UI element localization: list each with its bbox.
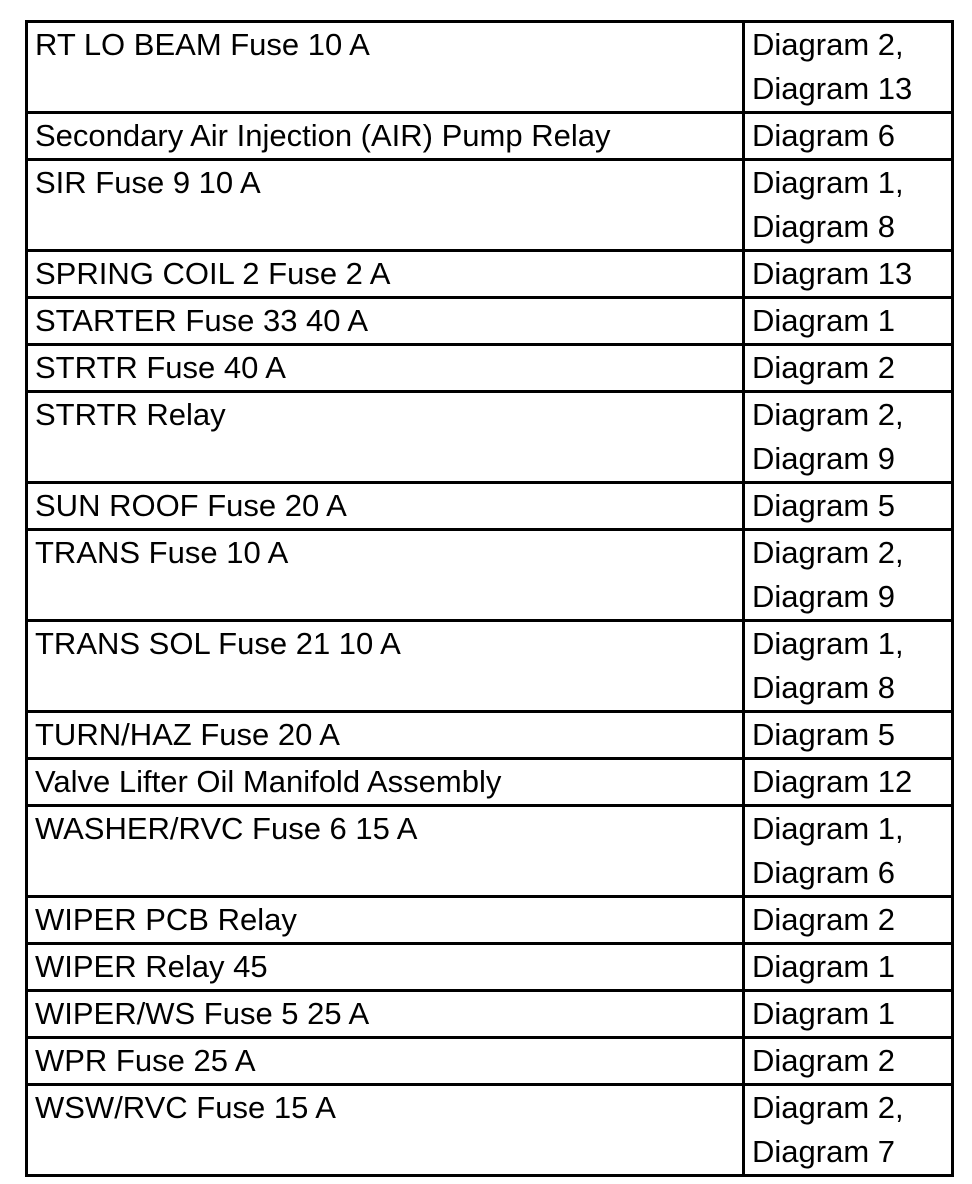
table-row <box>27 897 953 944</box>
diagram-reference: Diagram 12 <box>752 764 913 799</box>
table-row <box>27 806 953 897</box>
component-name-cell: SIR Fuse 9 10 A <box>27 160 744 251</box>
table-row <box>27 944 953 991</box>
diagram-reference: Diagram 6 <box>752 118 895 153</box>
diagram-reference: Diagram 1, <box>752 626 904 661</box>
diagram-reference-cell <box>744 530 953 621</box>
component-name-cell: STRTR Fuse 40 A <box>27 345 744 392</box>
diagram-reference-cell <box>744 712 953 759</box>
diagram-reference: Diagram 1, <box>752 811 904 846</box>
component-name-cell: Valve Lifter Oil Manifold Assembly <box>27 759 744 806</box>
table-row <box>27 251 953 298</box>
diagram-reference: Diagram 13 <box>752 71 913 106</box>
diagram-reference-cell <box>744 759 953 806</box>
diagram-reference-cell <box>744 897 953 944</box>
diagram-reference-cell <box>744 621 953 712</box>
diagram-reference: Diagram 2 <box>752 350 895 385</box>
table-row <box>27 621 953 712</box>
table-row <box>27 483 953 530</box>
component-name-cell: WASHER/RVC Fuse 6 15 A <box>27 806 744 897</box>
component-name-cell: WIPER PCB Relay <box>27 897 744 944</box>
table-row <box>27 759 953 806</box>
diagram-reference: Diagram 2, <box>752 27 904 62</box>
diagram-reference: Diagram 8 <box>752 670 895 705</box>
diagram-reference: Diagram 5 <box>752 488 895 523</box>
component-diagram-index-table <box>25 20 954 1177</box>
diagram-reference-cell <box>744 392 953 483</box>
table-row <box>27 113 953 160</box>
diagram-reference: Diagram 9 <box>752 441 895 476</box>
component-name-cell: WSW/RVC Fuse 15 A <box>27 1085 744 1176</box>
diagram-reference: Diagram 2, <box>752 1090 904 1125</box>
diagram-reference: Diagram 7 <box>752 1134 895 1169</box>
table-row <box>27 345 953 392</box>
table-row <box>27 991 953 1038</box>
diagram-reference: Diagram 1 <box>752 949 895 984</box>
diagram-reference-cell <box>744 160 953 251</box>
diagram-reference-cell <box>744 806 953 897</box>
component-name-cell: TRANS SOL Fuse 21 10 A <box>27 621 744 712</box>
diagram-reference-cell <box>744 298 953 345</box>
diagram-reference-cell <box>744 113 953 160</box>
diagram-reference: Diagram 2 <box>752 1043 895 1078</box>
table-body <box>27 22 953 1176</box>
diagram-reference: Diagram 9 <box>752 579 895 614</box>
component-name-cell: WIPER Relay 45 <box>27 944 744 991</box>
diagram-reference-cell <box>744 991 953 1038</box>
component-name-cell: STRTR Relay <box>27 392 744 483</box>
diagram-reference: Diagram 13 <box>752 256 913 291</box>
diagram-reference: Diagram 1 <box>752 303 895 338</box>
table-row <box>27 530 953 621</box>
diagram-reference: Diagram 1 <box>752 996 895 1031</box>
diagram-reference: Diagram 6 <box>752 855 895 890</box>
diagram-reference: Diagram 5 <box>752 717 895 752</box>
component-name-cell: WPR Fuse 25 A <box>27 1038 744 1085</box>
component-name-cell: TURN/HAZ Fuse 20 A <box>27 712 744 759</box>
table-row <box>27 712 953 759</box>
table-row <box>27 392 953 483</box>
diagram-reference-cell <box>744 1038 953 1085</box>
component-name-cell: Secondary Air Injection (AIR) Pump Relay <box>27 113 744 160</box>
diagram-reference-cell <box>744 483 953 530</box>
diagram-reference: Diagram 8 <box>752 209 895 244</box>
diagram-reference: Diagram 1, <box>752 165 904 200</box>
component-name-cell: SUN ROOF Fuse 20 A <box>27 483 744 530</box>
diagram-reference-cell <box>744 944 953 991</box>
table-row <box>27 298 953 345</box>
diagram-reference-cell <box>744 1085 953 1176</box>
diagram-reference-cell <box>744 251 953 298</box>
table-row <box>27 22 953 113</box>
component-name-cell: TRANS Fuse 10 A <box>27 530 744 621</box>
table-row <box>27 1085 953 1176</box>
diagram-reference: Diagram 2, <box>752 397 904 432</box>
diagram-reference-cell <box>744 22 953 113</box>
diagram-reference: Diagram 2 <box>752 902 895 937</box>
component-name-cell: WIPER/WS Fuse 5 25 A <box>27 991 744 1038</box>
diagram-reference: Diagram 2, <box>752 535 904 570</box>
component-name-cell: SPRING COIL 2 Fuse 2 A <box>27 251 744 298</box>
table-row <box>27 160 953 251</box>
component-name-cell: RT LO BEAM Fuse 10 A <box>27 22 744 113</box>
component-name-cell: STARTER Fuse 33 40 A <box>27 298 744 345</box>
diagram-reference-cell <box>744 345 953 392</box>
table-row <box>27 1038 953 1085</box>
